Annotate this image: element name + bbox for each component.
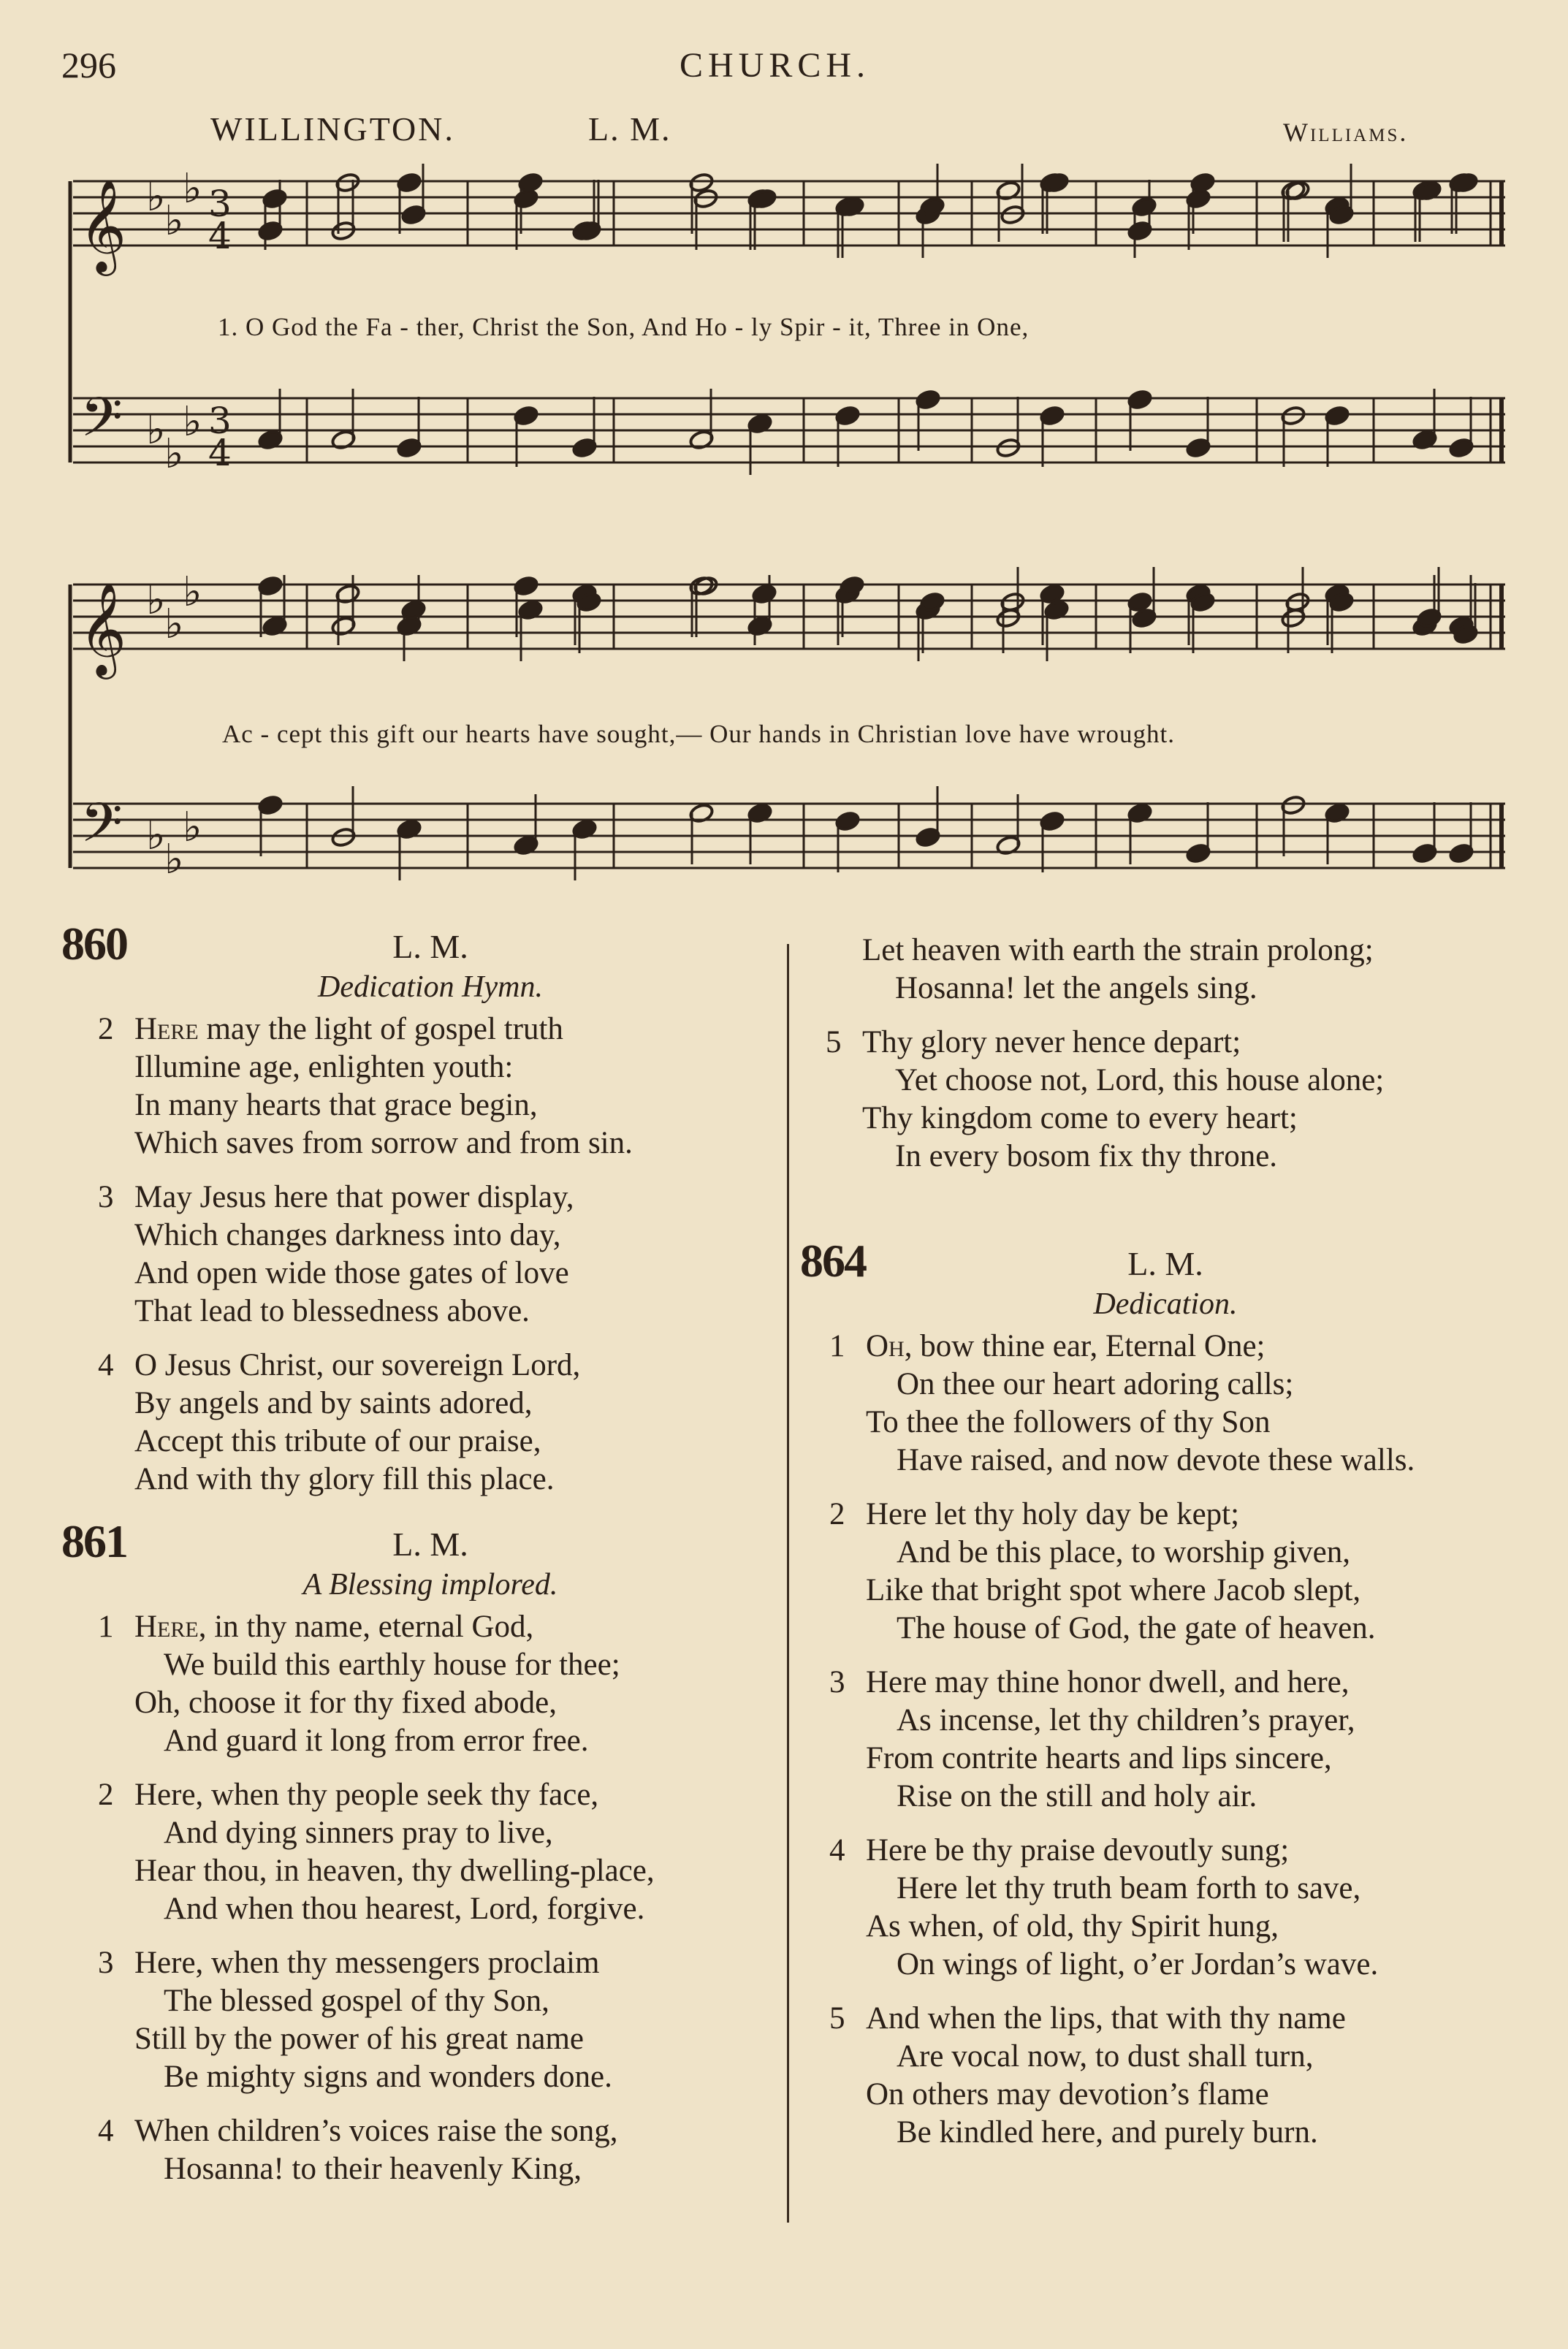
hymn-number: 864 [800, 1235, 866, 1287]
stanza [796, 1832, 1534, 1984]
svg-text:4: 4 [208, 215, 232, 257]
tune-meter: L. M. [588, 110, 671, 148]
stanza-line: And when thou hearest, Lord, forgive. [164, 1892, 645, 1926]
stanza-line: Here be thy praise devoutly sung; [866, 1833, 1290, 1868]
svg-text:𝄢: 𝄢 [80, 386, 123, 462]
stanza-line: Here may thine honor dwell, and here, [866, 1665, 1350, 1699]
stanza-line: Thy kingdom come to every heart; [862, 1101, 1298, 1135]
stanza [796, 2000, 1534, 2152]
hymn-864 [796, 1234, 1534, 2152]
stanza-line: On wings of light, o’er Jordan’s wave. [897, 1947, 1379, 1981]
stanza-line: Which changes darkness into day, [134, 1218, 561, 1252]
left-column [61, 917, 799, 2204]
svg-text:3: 3 [208, 183, 232, 225]
page-number: 296 [61, 45, 116, 85]
svg-text:𝄞: 𝄞 [79, 178, 127, 272]
hymn-subtitle: A Blessing implored. [302, 1568, 558, 1602]
stanza-line: And be this place, to worship given, [897, 1535, 1351, 1569]
stanza-line: Oh, choose it for thy fixed abode, [134, 1686, 557, 1720]
svg-text:3: 3 [208, 400, 232, 442]
stanza-line: When children’s voices raise the song, [134, 2114, 618, 2148]
svg-text:♭: ♭ [183, 398, 202, 446]
stanza-line: By angels and by saints adored, [134, 1386, 533, 1420]
stanza [796, 1496, 1534, 1648]
stanza-line: Yet choose not, Lord, this house alone; [895, 1063, 1385, 1097]
svg-text:♭: ♭ [146, 812, 166, 859]
stanza-number: 5 [829, 2001, 845, 2036]
svg-text:♭: ♭ [164, 430, 184, 478]
svg-text:♭: ♭ [146, 406, 166, 454]
svg-text:♭: ♭ [164, 601, 184, 648]
svg-text:4: 4 [208, 432, 232, 474]
stanza-number: 5 [826, 1025, 842, 1059]
stanza-continuation [796, 932, 1534, 1008]
composer-name: Williams. [1283, 118, 1409, 147]
stanza-line: Be kindled here, and purely burn. [897, 2115, 1318, 2150]
stanza-number: 3 [829, 1665, 845, 1699]
stanza-line: may the light of gospel truth [198, 1012, 563, 1046]
stanza-line: , in thy name, eternal God, [198, 1610, 534, 1644]
stanza-number: 2 [98, 1012, 114, 1046]
hymn-header [61, 917, 799, 970]
svg-text:♭: ♭ [183, 804, 202, 851]
stanza [61, 1776, 799, 1928]
stanza [796, 1024, 1534, 1176]
stanza-number: 2 [829, 1497, 845, 1531]
stanza-line: Which saves from sorrow and from sin. [134, 1126, 633, 1160]
stanza-line: And guard it long from error free. [164, 1724, 589, 1758]
stanza-line: The blessed gospel of thy Son, [164, 1984, 549, 2018]
stanza-line: That lead to blessedness above. [134, 1294, 530, 1328]
svg-text:♭: ♭ [183, 165, 202, 213]
stanza-number: 3 [98, 1946, 114, 1980]
stanza-line: Still by the power of his great name [134, 2022, 584, 2056]
svg-text:♭: ♭ [164, 836, 184, 883]
stanza-line: And dying sinners pray to live, [164, 1816, 553, 1850]
treble-staff [73, 181, 1505, 245]
hymn-subtitle: Dedication. [1093, 1287, 1238, 1321]
stanza-line: And with thy glory fill this place. [134, 1462, 555, 1496]
stanza-line: Here let thy holy day be kept; [866, 1497, 1240, 1531]
stanza-number: 4 [829, 1833, 845, 1868]
stanza [61, 1010, 799, 1162]
stanza-line: From contrite hearts and lips sincere, [866, 1741, 1332, 1775]
stanza-number: 4 [98, 1348, 114, 1382]
stanza-line: As incense, let thy children’s prayer, [897, 1703, 1355, 1737]
stanza-line: On others may devotion’s flame [866, 2077, 1269, 2112]
stanza [61, 1944, 799, 2096]
stanza-line: We build this earthly house for thee; [164, 1648, 620, 1682]
stanza-line: As when, of old, thy Spirit hung, [866, 1909, 1279, 1943]
svg-text:𝄞: 𝄞 [79, 582, 127, 675]
stanza-line: Hosanna! to their heavenly King, [164, 2152, 582, 2186]
stanza [61, 1608, 799, 1760]
stanza-line: In every bosom fix thy throne. [895, 1139, 1278, 1173]
stanza-line: Illumine age, enlighten youth: [134, 1050, 514, 1084]
stanza-line: Hear thou, in heaven, thy dwelling-place, [134, 1854, 655, 1888]
hymn-meter: L. M. [392, 928, 468, 965]
svg-text:♭: ♭ [183, 568, 202, 616]
stanza-line: And open wide those gates of love [134, 1256, 569, 1290]
stanza-line: Here, when thy people seek thy face, [134, 1778, 599, 1812]
stanza-line: Like that bright spot where Jacob slept, [866, 1573, 1361, 1607]
stanza-line: Let heaven with earth the strain prolong; [862, 933, 1374, 967]
hymn-meter: L. M. [392, 1526, 468, 1563]
stanza-line: In many hearts that grace begin, [134, 1088, 538, 1122]
hymn-860 [61, 917, 799, 1499]
stanza-lead-word: Oh [866, 1329, 905, 1363]
hymn-header [796, 1234, 1534, 1287]
stanza-line: Rise on the still and holy air. [897, 1779, 1257, 1813]
hymn-number: 860 [61, 918, 127, 970]
stanza-number: 4 [98, 2114, 114, 2148]
tune-name: WILLINGTON. [210, 110, 455, 148]
svg-text:♭: ♭ [164, 197, 184, 245]
right-column [796, 932, 1534, 2168]
stanza-line: Have raised, and now devote these walls. [897, 1443, 1415, 1477]
stanza-line: O Jesus Christ, our sovereign Lord, [134, 1348, 581, 1382]
page-title: CHURCH. [680, 46, 871, 85]
stanza-line: Hosanna! let the angels sing. [895, 971, 1257, 1005]
stanza-line: Be mighty signs and wonders done. [164, 2060, 612, 2094]
stanza-line: On thee our heart adoring calls; [897, 1367, 1294, 1401]
hymn-number: 861 [61, 1515, 127, 1567]
svg-text:𝄢: 𝄢 [80, 791, 123, 868]
stanza-number: 1 [98, 1610, 114, 1644]
stanza-line: Here let thy truth beam forth to save, [897, 1871, 1361, 1906]
lyric-line-2: Ac - cept this gift our hearts have sought,— Our hands in Christian love have wrought. [222, 720, 1175, 748]
hymn-861 [61, 1515, 799, 2188]
stanza-lead-word: Here [134, 1610, 199, 1644]
stanza [796, 1328, 1534, 1480]
stanza [61, 1347, 799, 1499]
stanza-line: Are vocal now, to dust shall turn, [897, 2039, 1314, 2074]
stanza-line: The house of God, the gate of heaven. [897, 1611, 1376, 1645]
stanza [796, 1664, 1534, 1816]
stanza-line: Thy glory never hence depart; [862, 1025, 1241, 1059]
stanza-line: May Jesus here that power display, [134, 1180, 574, 1214]
hymn-subtitle: Dedication Hymn. [318, 970, 543, 1004]
lyric-line-1: 1. O God the Fa - ther, Christ the Son, And Ho - ly Spir - it, Three in One, [218, 313, 1030, 341]
hymn-header [61, 1515, 799, 1567]
stanza-line: Here, when thy messengers proclaim [134, 1946, 600, 1980]
hymn-meter: L. M. [1127, 1245, 1203, 1282]
stanza-line: And when the lips, that with thy name [866, 2001, 1346, 2036]
stanza-line: Accept this tribute of our praise, [134, 1424, 541, 1458]
stanza-line: To thee the followers of thy Son [866, 1405, 1271, 1439]
stanza-lead-word: Here [134, 1012, 199, 1046]
stanza-number: 1 [829, 1329, 845, 1363]
stanza-number: 3 [98, 1180, 114, 1214]
stanza [61, 2112, 799, 2188]
stanza-line: , bow thine ear, Eternal One; [904, 1329, 1266, 1363]
svg-text:♭: ♭ [146, 576, 166, 624]
svg-text:♭: ♭ [146, 173, 166, 221]
stanza [61, 1179, 799, 1330]
music-score [0, 0, 1568, 943]
stanza-number: 2 [98, 1778, 114, 1812]
treble-staff [73, 585, 1505, 649]
